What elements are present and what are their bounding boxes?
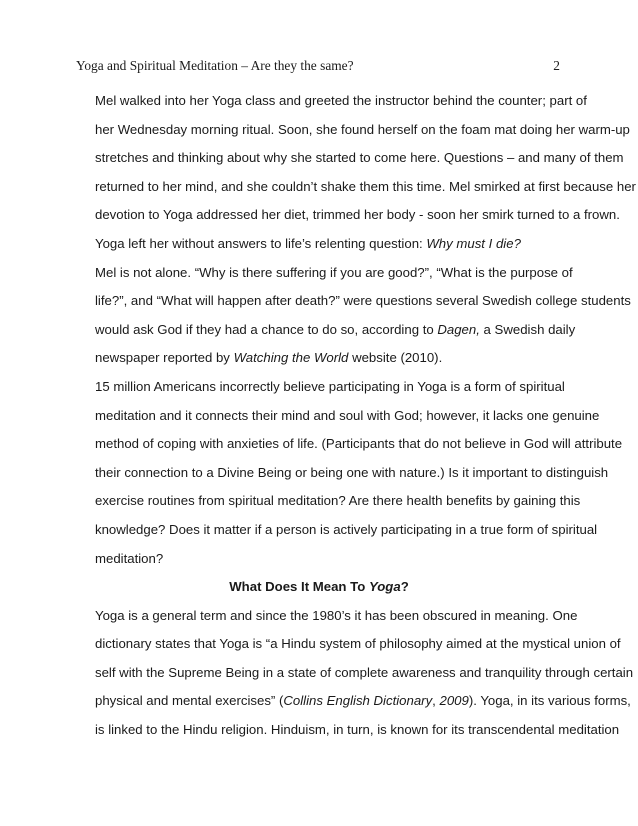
- text-run: Yoga left her without answers to life’s relenting question:: [95, 235, 427, 251]
- heading-text: ?: [400, 579, 409, 595]
- text-line: their connection to a Divine Being or being one with nature.) Is it important to distinguish: [95, 464, 609, 480]
- paragraph-4: [59, 602, 634, 745]
- text-run: ). Yoga, in its various forms,: [468, 693, 631, 709]
- text-line: Mel walked into her Yoga class and greeted the instructor behind the counter; part of: [95, 93, 587, 108]
- text-line: Mel is not alone. “Why is there suffering if you are good?”, “What is the purpose of: [95, 264, 573, 280]
- paragraph-1: [59, 87, 636, 259]
- paragraph-3: [59, 373, 623, 573]
- text-line: self with the Supreme Being in a state of complete awareness and tranquility through certain: [95, 664, 634, 680]
- text-line: exercise routines from spiritual meditation? Are there health benefits by gaining this: [95, 493, 581, 509]
- document-body: [59, 87, 636, 745]
- citation-title: Collins English Dictionary: [283, 693, 433, 709]
- text-run: website (2010).: [348, 350, 443, 366]
- text-run: physical and mental exercises” (: [95, 693, 284, 709]
- running-title: Yoga and Spiritual Meditation – Are they the same?: [76, 58, 354, 73]
- heading-text: What Does It Mean To: [229, 579, 369, 595]
- text-run: would ask God if they had a chance to do so, according to: [95, 321, 438, 337]
- text-line: [59, 687, 631, 716]
- running-header: [76, 58, 560, 76]
- text-line: knowledge? Does it matter if a person is actively participating in a true form of spiritual: [95, 521, 598, 537]
- text-line: meditation?: [95, 550, 164, 566]
- text-run: ,: [432, 693, 440, 709]
- text-line: her Wednesday morning ritual. Soon, she found herself on the foam mat doing her warm-up: [95, 121, 630, 137]
- text-line: [59, 230, 579, 259]
- text-line: returned to her mind, and she couldn’t shake them this time. Mel smirked at first because her: [95, 178, 636, 194]
- text-line: [59, 344, 579, 373]
- text-line: dictionary states that Yoga is “a Hindu system of philosophy aimed at the mystical union of: [95, 636, 621, 652]
- page-number: 2: [553, 58, 560, 73]
- text-line: 15 million Americans incorrectly believe participating in Yoga is a form of spiritual: [95, 378, 565, 394]
- text-line: stretches and thinking about why she started to come here. Questions – and many of them: [95, 150, 624, 166]
- text-line: method of coping with anxieties of life. (Participants that do not believe in God will attribute: [95, 436, 623, 452]
- heading-emphasis: Yoga: [368, 579, 401, 595]
- section-heading: [59, 573, 579, 602]
- text-line: devotion to Yoga addressed her diet, trimmed her body - soon her smirk turned to a frown.: [95, 207, 620, 223]
- text-run: newspaper reported by: [95, 350, 234, 366]
- citation-year: 2009: [439, 693, 469, 709]
- emphasis-text: Why must I die?: [426, 235, 521, 251]
- paragraph-2: [59, 259, 631, 373]
- text-line: life?”, and “What will happen after death?” were questions several Swedish college students: [95, 293, 631, 309]
- text-line: meditation and it connects their mind and soul with God; however, it lacks one genuine: [95, 407, 600, 423]
- text-run: a Swedish daily: [479, 321, 576, 337]
- text-line: [59, 316, 579, 345]
- emphasis-text: Dagen,: [437, 321, 480, 337]
- text-line: Yoga is a general term and since the 1980’s it has been obscured in meaning. One: [95, 607, 578, 623]
- emphasis-text: Watching the World: [233, 350, 349, 366]
- text-line: is linked to the Hindu religion. Hinduism, in turn, is known for its transcendental meditation: [95, 722, 620, 738]
